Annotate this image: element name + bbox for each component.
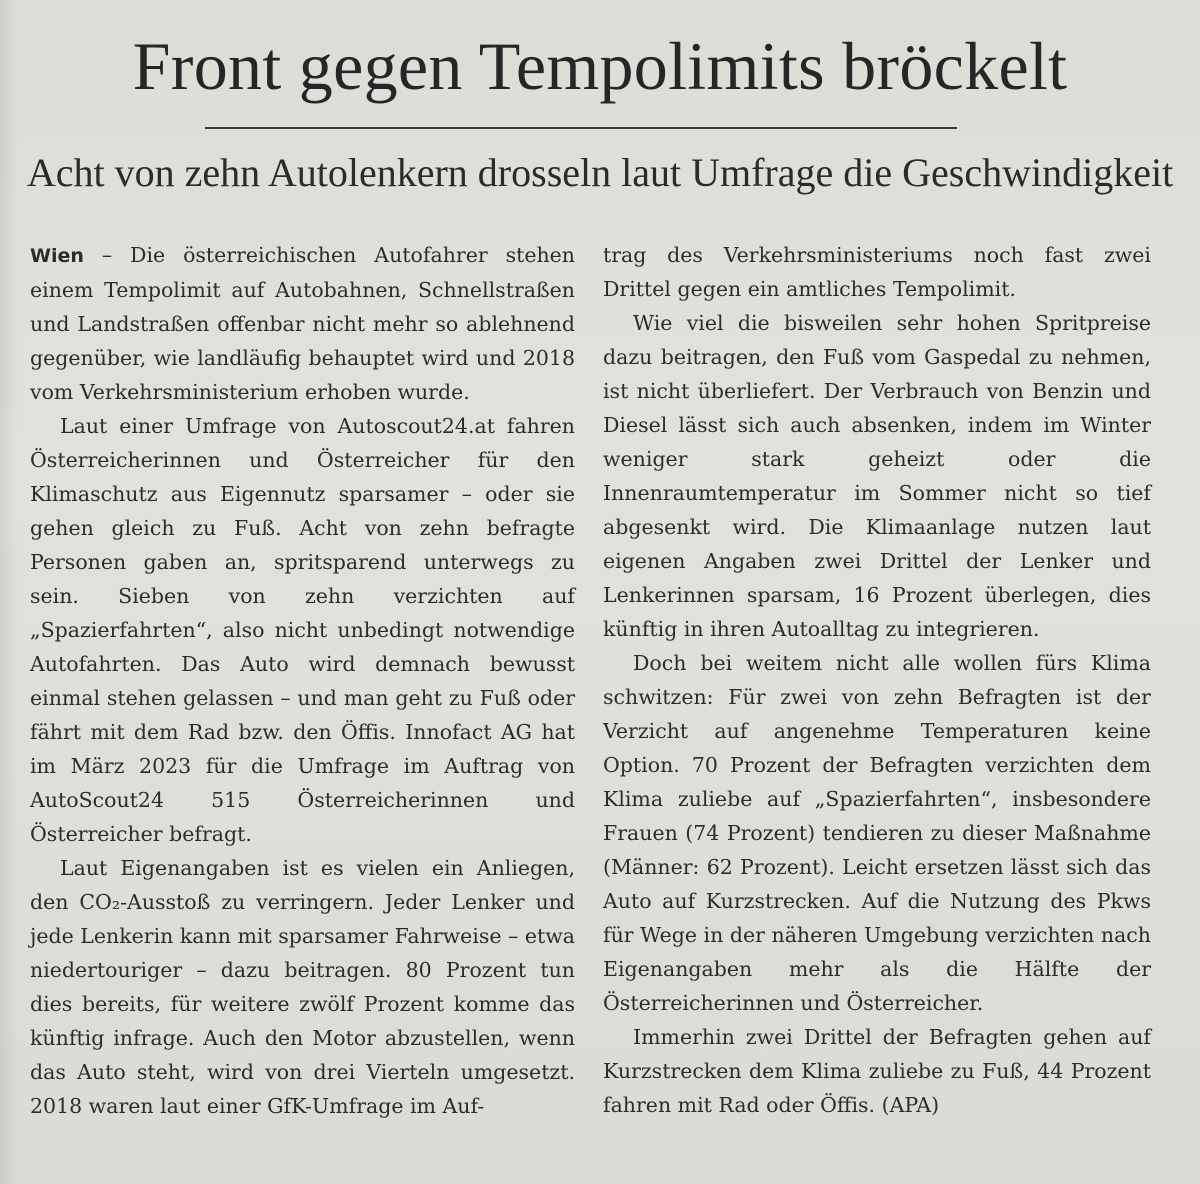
paragraph-1-continuation: trag des Verkehrsministeriums noch fast zwei Drittel gegen ein amtliches Tempolimit. [603, 243, 1151, 301]
subheadline: Acht von zehn Autolenkern drosseln laut Umfrage die Geschwindigkeit [26, 150, 1174, 195]
paragraph-6: Immerhin zwei Drittel der Befragten gehen auf Kurzstrecken dem Klima zuliebe zu Fuß, 44 Prozent fahren mit Rad oder Öffis. (APA) [603, 1025, 1151, 1117]
headline: Front gegen Tempolimits bröckelt [132, 28, 1068, 104]
paragraph-1 [30, 238, 575, 409]
headline-rule [205, 127, 957, 129]
article-column-left [30, 238, 575, 1123]
paragraph-5: Doch bei weitem nicht alle wollen fürs Klima schwitzen: Für zwei von zehn Befragten ist der Verzicht auf angenehme Temperaturen keine Option. 70 Prozent der Befragten verzichten dem Klima zuliebe auf „Spazierfahrten“, insbesondere Frauen (74 Prozent) tendieren zu dieser Maßnahme (Männer: 62 Prozent). Leicht ersetzen lässt sich das Auto auf Kurzstrecken. Auf die Nutzung des Pkws für Wege in der näheren Umgebung verzichten nach Eigenangaben mehr als die Hälfte der Österreicherinnen und Österreicher. [603, 651, 1151, 1015]
paragraph-3: Laut Eigenangaben ist es vielen ein Anliegen, den CO₂-Ausstoß zu verringern. Jeder Lenker und jede Lenkerin kann mit sparsamer Fahrweise – etwa niedertouriger – dazu beitragen. 80 Prozent tun dies bereits, für weitere zwölf Prozent komme das künftig infrage. Auch den Motor abzustellen, wenn das Auto steht, wird von drei Vierteln umgesetzt. 2018 waren laut einer GfK-Umfrage im Auf- [30, 856, 575, 1118]
article-column-right [603, 238, 1151, 1122]
paragraph-2: Laut einer Umfrage von Autoscout24.at fahren Österreicherinnen und Österreicher für den Klimaschutz aus Eigennutz sparsamer – oder sie gehen gleich zu Fuß. Acht von zehn befragte Personen gaben an, spritsparend unterwegs zu sein. Sieben von zehn verzichten auf „Spazierfahrten“, also nicht unbedingt notwendige Autofahrten. Das Auto wird demnach bewusst einmal stehen gelassen – und man geht zu Fuß oder fährt mit dem Rad bzw. den Öffis. Innofact AG hat im März 2023 für die Umfrage im Auftrag von AutoScout24 515 Österreicherinnen und Österreicher befragt. [30, 414, 575, 846]
dateline: Wien [30, 245, 84, 267]
paragraph-4: Wie viel die bisweilen sehr hohen Spritpreise dazu beitragen, den Fuß vom Gaspedal zu nehmen, ist nicht überliefert. Der Verbrauch von Benzin und Diesel lässt sich auch absenken, indem im Winter weniger stark geheizt oder die Innenraumtemperatur im Sommer nicht so tief abgesenkt wird. Die Klimaanlage nutzen laut eigenen Angaben zwei Drittel der Lenker und Lenkerinnen sparsam, 16 Prozent überlegen, dies künftig in ihren Autoalltag zu integrieren. [603, 311, 1151, 641]
paragraph-1-text: – Die österreichischen Autofahrer stehen einem Tempolimit auf Autobahnen, Schnellstraßen und Landstraßen offenbar nicht mehr so ablehnend gegenüber, wie landläufig behauptet wird und 2018 vom Verkehrsministerium erhoben wurde. [30, 243, 575, 404]
